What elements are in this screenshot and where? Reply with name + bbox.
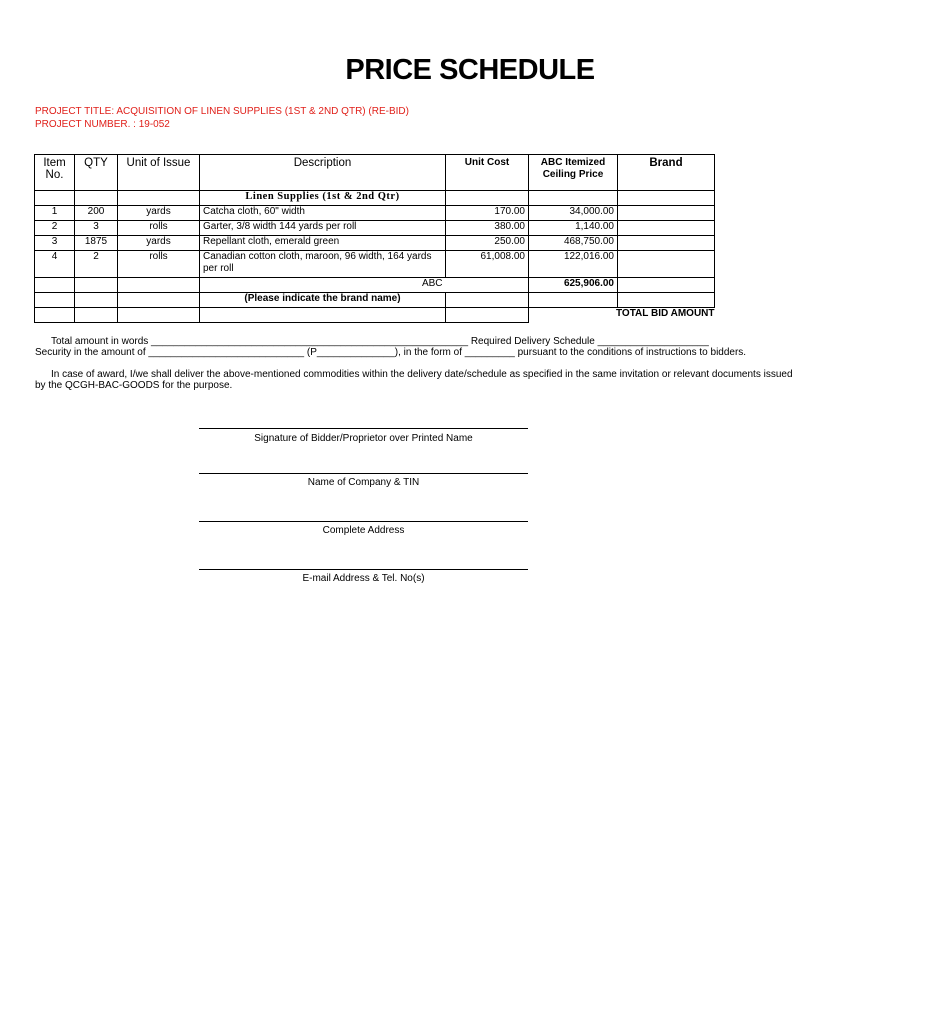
address-label: Complete Address bbox=[322, 525, 405, 536]
table-header-row bbox=[35, 155, 715, 191]
cell-unit: rolls bbox=[118, 221, 200, 236]
cell-description: Canadian cotton cloth, maroon, 96 width, 164 yards per roll bbox=[200, 251, 446, 278]
company-label: Name of Company & TIN bbox=[307, 477, 420, 488]
abc-total-row bbox=[35, 278, 715, 293]
cell-description: Garter, 3/8 width 144 yards per roll bbox=[200, 221, 446, 236]
header-item-no: Item No. bbox=[35, 155, 75, 191]
cell-abc: 122,016.00 bbox=[529, 251, 618, 278]
table-row bbox=[35, 236, 715, 251]
contact-line bbox=[199, 569, 528, 570]
cell-brand[interactable] bbox=[618, 206, 715, 221]
cell-brand[interactable] bbox=[618, 251, 715, 278]
award-line-2: by the QCGH-BAC-GOODS for the purpose. bbox=[35, 380, 233, 391]
cell-unit: rolls bbox=[118, 251, 200, 278]
cell-item: 2 bbox=[35, 221, 75, 236]
abc-total-value: 625,906.00 bbox=[529, 278, 618, 293]
price-schedule-table bbox=[34, 154, 715, 323]
cell-description: Catcha cloth, 60" width bbox=[200, 206, 446, 221]
cell-unit-cost: 170.00 bbox=[446, 206, 529, 221]
project-title: PROJECT TITLE: ACQUISITION OF LINEN SUPPLIES (1ST & 2ND QTR) (RE-BID) bbox=[35, 106, 409, 117]
cell-item: 1 bbox=[35, 206, 75, 221]
section-label: Linen Supplies (1st & 2nd Qtr) bbox=[200, 191, 446, 206]
header-unit-of-issue: Unit of Issue bbox=[118, 155, 200, 191]
cell-qty: 200 bbox=[75, 206, 118, 221]
brand-note: (Please indicate the brand name) bbox=[200, 293, 446, 308]
abc-label: ABC bbox=[200, 278, 446, 293]
award-line-1: In case of award, I/we shall deliver the above-mentioned commodities within the delivery date/schedule as specified in the same invitation or relevant documents issued bbox=[51, 369, 793, 380]
company-line bbox=[199, 473, 528, 474]
table-row bbox=[35, 206, 715, 221]
cell-abc: 34,000.00 bbox=[529, 206, 618, 221]
table-row bbox=[35, 221, 715, 236]
cell-brand[interactable] bbox=[618, 221, 715, 236]
cell-qty: 1875 bbox=[75, 236, 118, 251]
cell-qty: 2 bbox=[75, 251, 118, 278]
total-bid-row bbox=[35, 308, 715, 323]
cell-brand[interactable] bbox=[618, 236, 715, 251]
cell-unit: yards bbox=[118, 236, 200, 251]
header-abc-ceiling-price: ABC Itemized Ceiling Price bbox=[529, 155, 618, 191]
cell-item: 4 bbox=[35, 251, 75, 278]
address-line bbox=[199, 521, 528, 522]
signature-line bbox=[199, 428, 528, 429]
header-brand: Brand bbox=[618, 155, 715, 191]
cell-unit-cost: 380.00 bbox=[446, 221, 529, 236]
table-row bbox=[35, 251, 715, 278]
section-row bbox=[35, 191, 715, 206]
cell-unit-cost: 250.00 bbox=[446, 236, 529, 251]
cell-abc: 468,750.00 bbox=[529, 236, 618, 251]
cell-unit-cost: 61,008.00 bbox=[446, 251, 529, 278]
cell-unit: yards bbox=[118, 206, 200, 221]
total-bid-label: TOTAL BID AMOUNT bbox=[615, 308, 715, 319]
brand-note-row bbox=[35, 293, 715, 308]
cell-abc: 1,140.00 bbox=[529, 221, 618, 236]
cell-qty: 3 bbox=[75, 221, 118, 236]
header-description: Description bbox=[200, 155, 446, 191]
contact-label: E-mail Address & Tel. No(s) bbox=[302, 573, 425, 584]
security-line: Security in the amount of ____________________________ (P______________), in the form of _________ pursuant to the conditions of instructions to bidders. bbox=[35, 347, 747, 358]
total-words-line: Total amount in words _________________________________________________________ Required Delivery Schedule ____________________ bbox=[51, 336, 709, 347]
signature-label: Signature of Bidder/Proprietor over Printed Name bbox=[254, 433, 473, 444]
cell-description: Repellant cloth, emerald green bbox=[200, 236, 446, 251]
project-number: PROJECT NUMBER. : 19-052 bbox=[35, 119, 170, 130]
header-unit-cost: Unit Cost bbox=[446, 155, 529, 191]
header-qty: QTY bbox=[75, 155, 118, 191]
cell-item: 3 bbox=[35, 236, 75, 251]
page-title: PRICE SCHEDULE bbox=[345, 54, 595, 86]
